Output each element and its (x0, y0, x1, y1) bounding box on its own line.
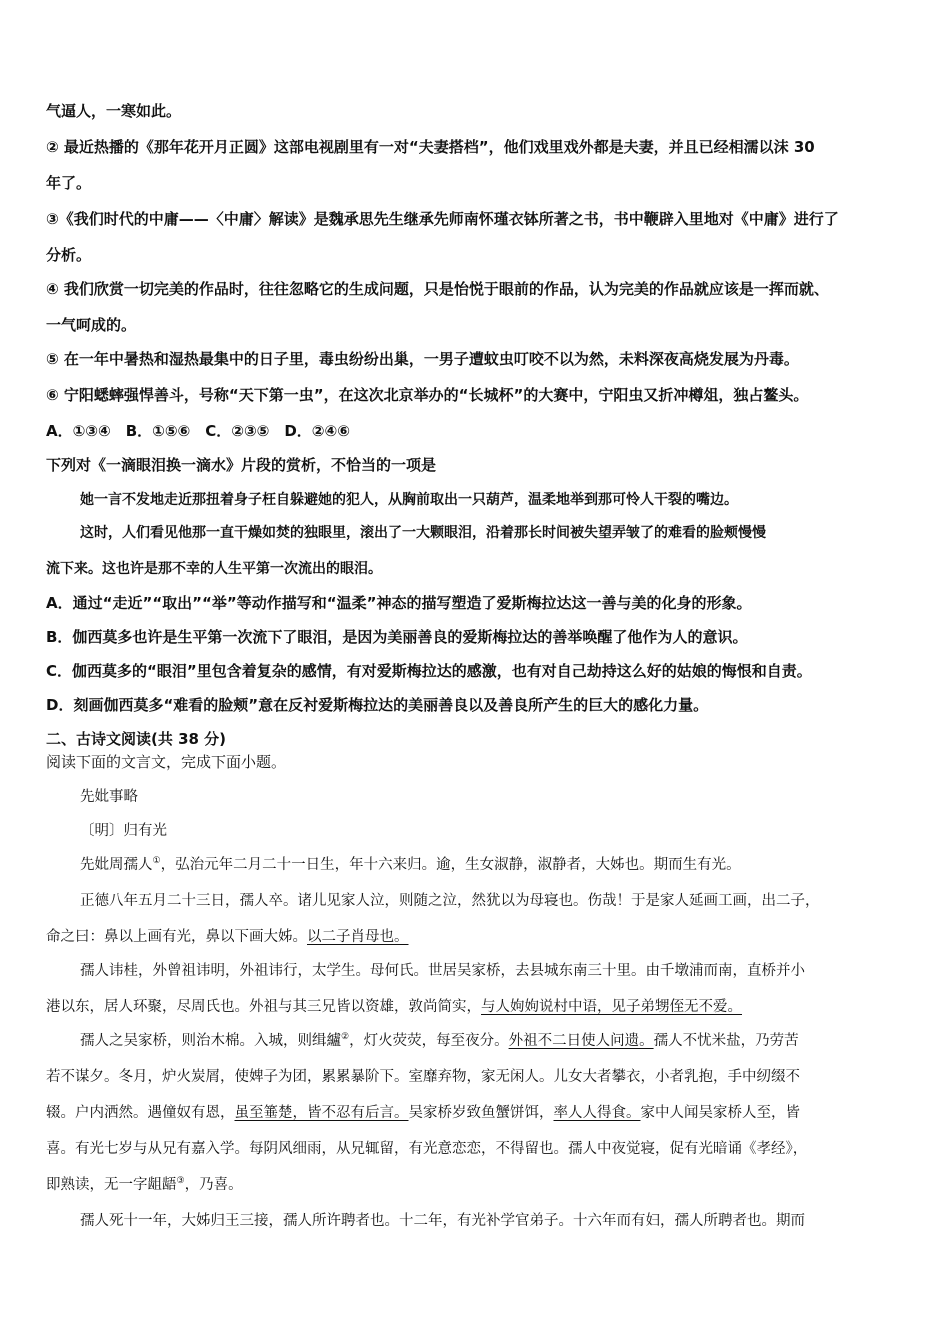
text-run: 吴家桥岁致鱼蟹饼饵， (408, 1105, 554, 1121)
footnote-marker: ③ (176, 1176, 185, 1187)
essay-paragraph-2-line-2 (46, 927, 409, 947)
excerpt-paragraph-1: 她一言不发地走近那扭着身子枉自躲避她的犯人，从胸前取出一只葫芦，温柔地举到那可怜人干裂的嘴边。 (80, 492, 738, 508)
text-run: 孺人不忧米盐，乃劳苦 (653, 1033, 799, 1049)
sentence-3-line-1: ③《我们时代的中庸——〈中庸〉解读》是魏承思先生继承先师南怀瑾衣钵所著之书，书中鞭辟入里地对《中庸》进行了 (46, 210, 839, 228)
text-run: 家中人闻吴家桥人至，皆 (640, 1105, 800, 1121)
sentence-4-line-2: 一气呵成的。 (46, 316, 137, 334)
essay-paragraph-1 (80, 855, 741, 875)
text-run: 即熟读，无一字龃龉 (46, 1177, 177, 1193)
section-instruction: 阅读下面的文言文，完成下面小题。 (46, 754, 287, 771)
essay-paragraph-4-line-5 (46, 1175, 243, 1195)
text-run: ，弘治元年二月二十一日生，年十六来归。逾，生女淑静，淑静者，大姊也。期而生有光。 (160, 857, 741, 873)
option-b: B．伽西莫多也许是生平第一次流下了眼泪，是因为美丽善良的爱斯梅拉达的善举唤醒了他作为人的意识。 (46, 628, 748, 646)
essay-title: 先妣事略 (80, 789, 138, 805)
sentence-5: ⑤ 在一年中暑热和湿热最集中的日子里，毒虫纷纷出巢，一男子遭蚊虫叮咬不以为然，未料深夜高烧发展为丹毒。 (46, 350, 799, 368)
section-heading: 二、古诗文阅读(共 38 分) (46, 730, 227, 748)
essay-paragraph-4-line-2: 若不谋夕。冬月，炉火炭屑，使婢子为团，累累暴阶下。室靡弃物，家无闲人。儿女大者攀衣，小者乳抱，手中纫缀不 (46, 1069, 800, 1085)
excerpt-paragraph-2-line-1: 这时，人们看见他那一直干燥如焚的独眼里，滚出了一大颗眼泪，沿着那长时间被失望弄皱了的难看的脸颊慢慢 (80, 525, 766, 541)
text-run: ，灯火荧荧，每至夜分。 (349, 1033, 509, 1049)
text-run: 命之曰：鼻以上画有光，鼻以下画大姊。 (46, 929, 307, 945)
essay-paragraph-4-line-1 (80, 1031, 799, 1051)
sentence-4-line-1: ④ 我们欣赏一切完美的作品时，往往忽略它的生成问题，只是怡悦于眼前的作品，认为完美的作品就应该是一挥而就、 (46, 280, 829, 298)
question-stem: 下列对《一滴眼泪换一滴水》片段的赏析，不恰当的一项是 (46, 456, 437, 474)
essay-paragraph-2-line-1: 正德八年五月二十三日，孺人卒。诸儿见家人泣，则随之泣，然犹以为母寝也。伤哉！于是家人延画工画，出二子， (80, 893, 820, 909)
essay-paragraph-4-line-4: 喜。有光七岁与从兄有嘉入学。每阴风细雨，从兄辄留，有光意恋恋，不得留也。孺人中夜觉寝，促有光暗诵《孝经》， (46, 1141, 808, 1157)
text-run: 孺人之吴家桥，则治木棉。入城，则缉纑 (80, 1033, 341, 1049)
option-d: D．刻画伽西莫多“难看的脸颊”意在反衬爱斯梅拉达的美丽善良以及善良所产生的巨大的感化力量。 (46, 696, 709, 714)
underlined-sentence: 外祖不二日使人问遗。 (508, 1033, 654, 1049)
text-run: 港以东，居人环聚，尽周氏也。外祖与其三兄皆以资雄，敦尚简实， (46, 999, 481, 1015)
sentence-6: ⑥ 宁阳蟋蟀强悍善斗，号称“天下第一虫”，在这次北京举办的“长城杯”的大赛中，宁阳虫又折冲樽俎，独占鳌头。 (46, 386, 809, 404)
essay-paragraph-3-line-1: 孺人讳桂，外曾祖讳明，外祖讳行，太学生。母何氏。世居吴家桥，去县城东南三十里。由千墩浦而南，直桥并小 (80, 963, 805, 979)
underlined-sentence: 率人人得食。 (553, 1105, 641, 1121)
sentence-2-line-2: 年了。 (46, 174, 92, 192)
footnote-marker: ② (341, 1032, 350, 1043)
sentence-2-line-1: ② 最近热播的《那年花开月正圆》这部电视剧里有一对“夫妻搭档”，他们戏里戏外都是夫妻，并且已经相濡以沫 30 (46, 138, 815, 156)
option-c: C．伽西莫多的“眼泪”里包含着复杂的感情，有对爱斯梅拉达的感激，也有对自己劫持这么好的姑娘的悔恨和自责。 (46, 662, 812, 680)
essay-paragraph-3-line-2 (46, 997, 742, 1017)
underlined-sentence: 与人姁姁说村中语，见子弟甥侄无不爱。 (481, 999, 742, 1015)
answer-options: A．①③④ B．①⑤⑥ C．②③⑤ D．②④⑥ (46, 422, 350, 440)
underlined-sentence: 以二子肖母也。 (307, 929, 409, 945)
text-run: 先妣周孺人 (80, 857, 153, 873)
prev-question-tail: 气逼人，一寒如此。 (46, 102, 182, 120)
footnote-marker: ① (152, 856, 161, 867)
sentence-3-line-2: 分析。 (46, 246, 92, 264)
essay-author: 〔明〕归有光 (80, 823, 167, 839)
text-run: 辍。户内洒然。遇僮奴有恩， (46, 1105, 235, 1121)
essay-paragraph-4-line-3 (46, 1103, 800, 1123)
underlined-sentence: 虽至箠楚，皆不忍有后言。 (234, 1105, 409, 1121)
essay-paragraph-5-line-1: 孺人死十一年，大姊归王三接，孺人所许聘者也。十二年，有光补学官弟子。十六年而有妇，孺人所聘者也。期而 (80, 1213, 805, 1229)
excerpt-paragraph-2-line-2: 流下来。这也许是那不幸的人生平第一次流出的眼泪。 (46, 561, 382, 577)
option-a: A．通过“走近”“取出”“举”等动作描写和“温柔”神态的描写塑造了爱斯梅拉达这一善与美的化身的形象。 (46, 594, 752, 612)
text-run: ，乃喜。 (184, 1177, 243, 1193)
